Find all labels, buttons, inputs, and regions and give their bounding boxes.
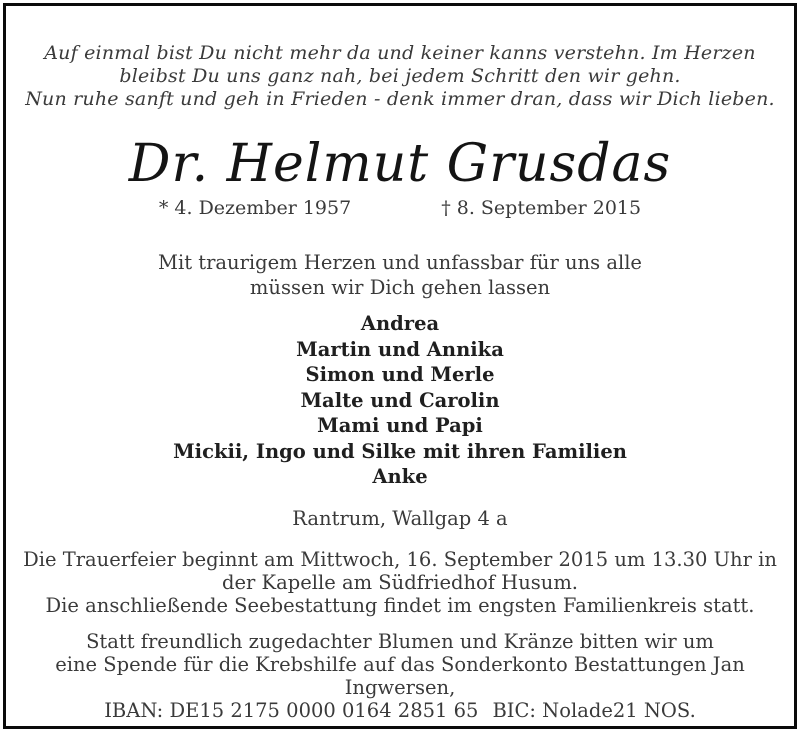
service-info (6, 548, 794, 617)
iban-value: IBAN: DE15 2175 0000 0164 2851 65 (104, 698, 479, 722)
mourner-line: Martin und Annika (296, 337, 504, 361)
life-dates (6, 197, 794, 219)
death-date: † 8. September 2015 (441, 197, 642, 219)
mourner-line: Simon und Merle (305, 363, 495, 386)
mourner-line: Mickii, Ingo und Silke mit ihren Familien (173, 439, 627, 463)
address-line: Rantrum, Wallgap 4 a (292, 506, 508, 530)
verse-line: bleibst Du uns ganz nah, bei jedem Schritt den wir gehn. (119, 65, 681, 87)
intro-line: müssen wir Dich gehen lassen (249, 276, 551, 299)
donation-bank-line (6, 699, 794, 722)
mourner-line: Andrea (360, 312, 440, 335)
birth-date: * 4. Dezember 1957 (158, 197, 352, 219)
donation-line: Statt freundlich zugedachter Blumen und Kränze bitten wir um (86, 629, 714, 653)
service-line: Die anschließende Seebestattung findet im engsten Familienkreis statt. (45, 593, 755, 617)
mourner-line: Malte und Carolin (300, 388, 500, 412)
verse-line: Auf einmal bist Du nicht mehr da und keiner kanns verstehn. Im Herzen (44, 42, 756, 64)
deceased-name: Dr. Helmut Grusdas (128, 134, 672, 194)
donation-info (6, 630, 794, 722)
service-line: der Kapelle am Südfriedhof Husum. (221, 570, 579, 594)
intro-text (6, 250, 794, 300)
opening-verse (6, 42, 794, 111)
mourner-line: Mami und Papi (317, 414, 483, 437)
mourners-list (6, 311, 794, 490)
service-line: Die Trauerfeier beginnt am Mittwoch, 16. September 2015 um 13.30 Uhr in (23, 547, 777, 571)
obituary-content (6, 6, 794, 726)
mourner-line: Anke (372, 465, 428, 488)
bic-value: BIC: Nolade21 NOS. (492, 698, 696, 722)
verse-line: Nun ruhe sanft und geh in Frieden - denk immer dran, dass wir Dich lieben. (25, 88, 775, 110)
donation-line: eine Spende für die Krebshilfe auf das Sonderkonto Bestattungen Jan Ingwersen, (55, 652, 745, 699)
intro-line: Mit traurigem Herzen und unfassbar für uns alle (158, 251, 642, 274)
